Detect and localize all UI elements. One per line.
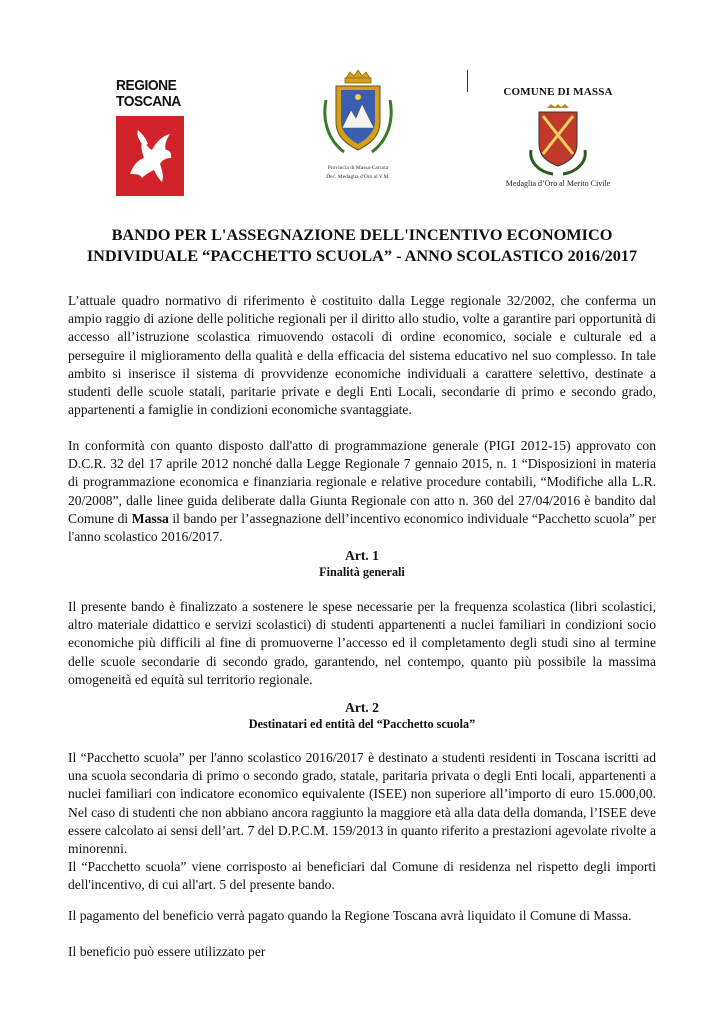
regione-name-line1: REGIONE	[116, 77, 177, 94]
intro-p2-bold: Massa	[131, 510, 169, 526]
massa-shield-icon	[523, 104, 593, 176]
art-1-number: Art. 1	[345, 548, 379, 563]
document-title	[60, 224, 664, 266]
title-line-1: BANDO PER L'ASSEGNAZIONE DELL'INCENTIVO ECONOMICO	[111, 225, 613, 244]
pegasus-icon	[116, 116, 184, 196]
art-2-paragraph-3: Il pagamento del beneficio verrà pagato quando la Regione Toscana avrà liquidato il Comune di Massa.	[68, 908, 632, 923]
comune-name: COMUNE DI MASSA	[503, 86, 613, 98]
regione-toscana-logo	[116, 78, 196, 196]
art-2-heading	[68, 699, 656, 732]
title-line-2: INDIVIDUALE “PACCHETTO SCUOLA” - ANNO SCOLASTICO 2016/2017	[86, 246, 638, 265]
art-2-paragraph-1: Il “Pacchetto scuola” per l'anno scolastico 2016/2017 è destinato a studenti residenti in Toscana iscritti ad una scuola secondaria di primo o secondo grado, statale, paritaria privata o degli Enti locali, appartenenti a nuclei familiari con indicatore economico equivalente (ISEE) non superiore all’importo di euro 15.000,00. Nel caso di studenti che non abbiano ancora raggiunto la maggiore età alla data della domanda, l’ISEE deve essere calcolato ai sensi dell’art. 7 del D.P.C.M. 159/2013 in quanto riferito a prestazioni agevolate rivolte a minorenni.	[68, 750, 656, 857]
header-divider	[467, 70, 468, 92]
art-1-subtitle: Finalità generali	[319, 565, 405, 579]
provincia-caption-1: Provincia di Massa-Carrara	[327, 165, 389, 171]
art-2-number: Art. 2	[345, 700, 379, 715]
comune-massa-logo	[496, 86, 620, 188]
regione-name-line2: TOSCANA	[116, 93, 181, 110]
art-2-paragraph-2: Il “Pacchetto scuola” viene corrisposto ai beneficiari dal Comune di residenza nel rispetto degli importi dell'incentivo, di cui all'art. 5 del presente bando.	[68, 859, 656, 893]
art-1-paragraph: Il presente bando è finalizzato a sostenere le spese necessarie per la frequenza scolastica (libri scolastici, altro materiale didattico e servizi scolastici) di studenti appartenenti a nuclei familiari in condizioni socio economiche più difficili al fine di promuoverne l’accesso ed il completamento degli studi sino al termine delle scuole secondarie di secondo grado, garantendo, nel contempo, quanto più possibile la massima omogeneità ed equità sul territorio regionale.	[68, 599, 656, 687]
intro-paragraph-1: L’attuale quadro normativo di riferimento è costituito dalla Legge regionale 32/2002, che conferma un ampio raggio di azione delle politiche regionali per il diritto allo studio, volte a garantire pari opportunità di accesso all’istruzione scolastica rimuovendo ostacoli di ordine economico, sociale e culturale ed a perseguire il miglioramento della qualità e della efficacia del sistema educativo nel suo complesso. In tale ambito si inserisce il sistema di provvidenze economiche individuali a carattere selettivo, destinate a studenti delle scuole statali, paritarie private e degli Enti Locali, secondarie di primo e secondo grado, appartenenti a famiglie in condizioni economiche svantaggiate.	[68, 293, 656, 418]
comune-caption: Medaglia d’Oro al Merito Civile	[505, 179, 611, 188]
provincia-caption-2: Dec. Medaglia d'Oro al V.M.	[326, 173, 390, 180]
art-1-heading	[68, 547, 656, 580]
provincia-crest	[318, 70, 398, 180]
provincia-shield-icon	[318, 70, 398, 158]
art-2-subtitle: Destinatari ed entità del “Pacchetto scuola”	[248, 717, 476, 731]
intro-paragraph-2	[68, 437, 656, 546]
intro-p2-text: In conformità con quanto disposto dall'atto di programmazione generale (PIGI 2012-15) approvato con D.C.R. 32 del 17 aprile 2012 nonché dalla Legge Regionale 7 gennaio 2015, n. 1 “Disposizioni in materia di programmazione economica e finanziaria regionale e relative procedure contabili, “Modifiche alla L.R. 20/2008”, dalle linee guida deliberate dalla Giunta Regionale con atto n. 360 del 27/04/2016 è bandito dal Comune di	[68, 438, 656, 526]
intro-p2-text-end: il bando per l’assegnazione dell’incentivo economico individuale “Pacchetto scuola” per l'anno scolastico 2016/2017.	[68, 510, 656, 545]
art-2-paragraph-4: Il beneficio può essere utilizzato per	[68, 944, 266, 959]
